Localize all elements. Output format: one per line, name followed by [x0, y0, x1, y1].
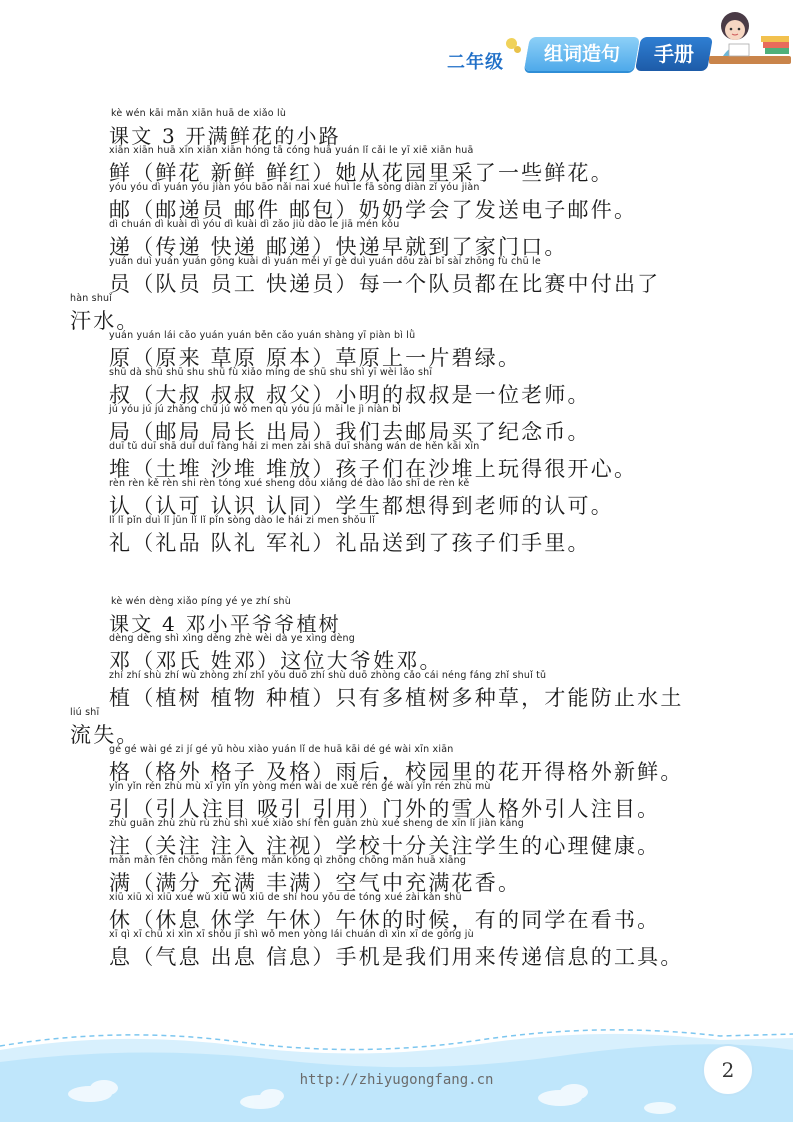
word-sentence: 引（引人注目 吸引 引用）门外的雪人格外引人注目。 [109, 797, 661, 821]
pinyin: rèn rèn kě rèn shi rèn tóng xué sheng dōu xiǎng dé dào lǎo shī de rèn kě [109, 478, 470, 489]
pinyin: mǎn mǎn fēn chōng mǎn fēng mǎn kōng qì zhōng chōng mǎn huā xiāng [109, 855, 467, 866]
manual-label-badge [635, 37, 713, 71]
word-row [109, 182, 793, 222]
reading-girl-illustration [705, 4, 793, 76]
word-sentence: 员（队员 员工 快递员）每一个队员都在比赛中付出了 [109, 272, 661, 296]
word-row [109, 515, 793, 555]
word-sentence: 流失。 [70, 723, 140, 747]
pinyin: liú shī [70, 707, 100, 718]
lesson-4-title [109, 596, 793, 636]
word-row [109, 818, 793, 858]
word-sentence: 鲜（鲜花 新鲜 鲜红）她从花园里采了一些鲜花。 [109, 161, 614, 185]
lesson-title-text: 课文 3 开满鲜花的小路 [109, 124, 341, 148]
pinyin: hàn shuǐ [70, 293, 113, 304]
pinyin: zhù guān zhù zhù rù zhù shì xué xiào shí fēn guān zhù xué sheng de xīn lǐ jiàn kāng [109, 818, 524, 829]
word-sentence: 认（认可 认识 认同）学生都想得到老师的认可。 [109, 494, 614, 518]
book-label-badge [524, 37, 640, 71]
word-row [109, 330, 793, 370]
pinyin: lǐ lǐ pǐn duì lǐ jūn lǐ lǐ pǐn sòng dào le hái zi men shǒu lǐ [109, 515, 375, 526]
word-list-content [0, 108, 793, 969]
pinyin: yǐn yǐn rén zhù mù xī yǐn yǐn yòng mén wài de xuě rén gé wài yǐn rén zhù mù [109, 781, 491, 792]
word-row [109, 670, 793, 710]
pinyin: dèng dèng shì xìng dèng zhè wèi dà ye xìng dèng [109, 633, 355, 644]
grade-label: 二年级 [447, 52, 504, 73]
lesson-4-section [0, 596, 793, 969]
word-sentence: 息（气息 出息 信息）手机是我们用来传递信息的工具。 [109, 945, 684, 969]
word-row [109, 744, 793, 784]
pinyin: shū dà shū shū shu shū fù xiǎo míng de shū shu shì yī wèi lǎo shī [109, 367, 433, 378]
word-row-continuation [70, 293, 793, 333]
pinyin: gé gé wài gé zi jí gé yǔ hòu xiào yuán lǐ de huā kāi dé gé wài xīn xiān [109, 744, 454, 755]
pinyin: yuán duì yuán yuán gōng kuài dì yuán měi yī gè duì yuán dōu zài bǐ sài zhōng fù chū le [109, 256, 541, 267]
pinyin: kè wén kāi mǎn xiān huā de xiǎo lù [111, 108, 287, 119]
word-row [109, 929, 793, 969]
word-sentence: 局（邮局 局长 出局）我们去邮局买了纪念币。 [109, 420, 591, 444]
word-row [109, 219, 793, 259]
word-sentence: 叔（大叔 叔叔 叔父）小明的叔叔是一位老师。 [109, 383, 591, 407]
word-sentence: 递（传递 快递 邮递）快递早就到了家门口。 [109, 235, 568, 259]
lesson-3-title [109, 108, 793, 148]
pinyin: jú yóu jú jú zhǎng chū jú wǒ men qù yóu jú mǎi le jì niàn bì [109, 404, 402, 415]
word-row [109, 145, 793, 185]
word-sentence: 邮（邮递员 邮件 邮包）奶奶学会了发送电子邮件。 [109, 198, 638, 222]
word-sentence: 堆（土堆 沙堆 堆放）孩子们在沙堆上玩得很开心。 [109, 457, 638, 481]
word-row [109, 367, 793, 407]
lesson-title-text: 课文 4 邓小平爷爷植树 [109, 612, 341, 636]
word-row [109, 256, 793, 296]
wave-footer-decoration [0, 1010, 793, 1122]
pinyin: xiū xiū xi xiū xué wǔ xiū wǔ xiū de shí hou yǒu de tóng xué zài kàn shū [109, 892, 462, 903]
pinyin: dì chuán dì kuài dì yóu dì kuài dì zǎo jiù dào le jiā mén kǒu [109, 219, 400, 230]
word-sentence: 满（满分 充满 丰满）空气中充满花香。 [109, 871, 522, 895]
word-row [109, 633, 793, 673]
word-row [109, 855, 793, 895]
word-row [109, 478, 793, 518]
word-row-continuation [70, 707, 793, 747]
pinyin: xī qì xī chū xi xìn xī shǒu jī shì wǒ men yòng lái chuán dì xìn xī de gōng jù [109, 929, 474, 940]
word-sentence: 礼（礼品 队礼 军礼）礼品送到了孩子们手里。 [109, 531, 591, 555]
pinyin: zhí zhí shù zhí wù zhòng zhí zhǐ yǒu duō zhí shù duō zhòng cǎo cái néng fáng zhǐ shuǐ tǔ [109, 670, 547, 681]
section-gap [0, 552, 793, 596]
pinyin: xiān xiān huā xīn xiān xiān hóng tā cóng huā yuán lǐ cǎi le yī xiē xiān huā [109, 145, 474, 156]
pinyin: yuán yuán lái cǎo yuán yuán běn cǎo yuán shàng yī piàn bì lǜ [109, 330, 416, 341]
word-sentence: 植（植树 植物 种植）只有多植树多种草，才能防止水土 [109, 686, 684, 710]
word-row [109, 892, 793, 932]
page-number: 2 [702, 1044, 754, 1096]
word-sentence: 注（关注 注入 注视）学校十分关注学生的心理健康。 [109, 834, 661, 858]
decor-dot [506, 38, 517, 49]
pinyin: kè wén dèng xiǎo píng yé ye zhí shù [111, 596, 291, 607]
lesson-3-section [0, 108, 793, 555]
manual-label: 手册 [654, 42, 694, 66]
pinyin: duī tǔ duī shā duī duī fàng hái zi men zài shā duī shàng wán de hěn kāi xīn [109, 441, 480, 452]
word-row [109, 441, 793, 481]
word-sentence: 原（原来 草原 原本）草原上一片碧绿。 [109, 346, 522, 370]
page-header [0, 0, 793, 95]
word-sentence: 汗水。 [70, 309, 140, 333]
footer-url: http://zhiyugongfang.cn [299, 1072, 494, 1088]
pinyin: yóu yóu dì yuán yóu jiàn yóu bāo nǎi nai xué huì le fā sòng diàn zǐ yóu jiàn [109, 182, 480, 193]
word-sentence: 邓（邓氏 姓邓）这位大爷姓邓。 [109, 649, 443, 673]
word-row [109, 781, 793, 821]
book-label: 组词造句 [543, 43, 620, 65]
word-row [109, 404, 793, 444]
word-sentence: 格（格外 格子 及格）雨后，校园里的花开得格外新鲜。 [109, 760, 684, 784]
word-sentence: 休（休息 休学 午休）午休的时候，有的同学在看书。 [109, 908, 661, 932]
